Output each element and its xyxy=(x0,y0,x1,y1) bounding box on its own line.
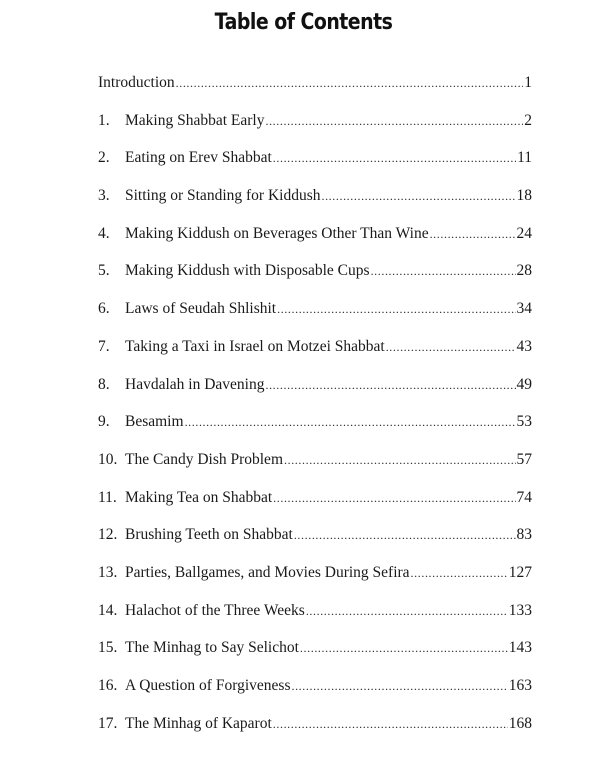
toc-entry-number: 7. xyxy=(98,337,110,355)
toc-entry-title: The Minhag of Kaparot xyxy=(125,714,272,732)
toc-entry-number: 6. xyxy=(98,300,110,318)
toc-entry-title: The Candy Dish Problem xyxy=(125,450,283,468)
toc-entry xyxy=(98,487,532,525)
dot-leader xyxy=(300,637,508,659)
toc-entry-number: 9. xyxy=(98,413,110,431)
toc-entry-page: 163 xyxy=(508,677,532,694)
dot-leader xyxy=(185,411,516,433)
toc-entry-number: 2. xyxy=(98,149,110,167)
toc-entry-page: 57 xyxy=(516,450,532,468)
toc-entry xyxy=(98,223,532,261)
toc-entry-title: Introduction xyxy=(98,74,175,91)
toc-entry xyxy=(98,411,532,449)
dot-leader xyxy=(371,260,516,282)
toc-entry-page: 43 xyxy=(516,337,532,355)
dot-leader xyxy=(265,110,523,132)
toc-entry xyxy=(98,449,532,487)
toc-entry-title: Sitting or Standing for Kiddush xyxy=(125,187,321,205)
toc-entry-title: Making Kiddush with Disposable Cups xyxy=(125,262,370,280)
toc-entry-page: 127 xyxy=(508,563,532,581)
toc-entry xyxy=(98,713,532,751)
dot-leader xyxy=(306,600,508,622)
dot-leader xyxy=(265,374,515,396)
toc-entry-title: Halachot of the Three Weeks xyxy=(125,601,305,619)
toc-entry xyxy=(98,675,532,713)
dot-leader xyxy=(273,147,516,169)
toc-entry-number: 13. xyxy=(98,563,118,581)
toc-entry-page: 133 xyxy=(508,601,532,619)
dot-leader xyxy=(273,487,515,509)
toc-entry-page: 53 xyxy=(516,413,532,431)
toc-entry-title: Brushing Teeth on Shabbat xyxy=(125,526,293,544)
table-of-contents xyxy=(98,72,532,750)
toc-entry-title: Besamim xyxy=(125,413,184,431)
toc-entry-number: 11. xyxy=(98,488,117,506)
dot-leader xyxy=(386,336,516,358)
dot-leader xyxy=(277,298,515,320)
toc-entry-title: Eating on Erev Shabbat xyxy=(125,149,272,167)
toc-entry-page: 83 xyxy=(516,526,532,544)
dot-leader xyxy=(273,713,508,735)
toc-entry-page: 11 xyxy=(517,149,532,167)
toc-entry-page: 28 xyxy=(516,262,532,280)
toc-entry-title: A Question of Forgiveness xyxy=(125,677,291,694)
toc-entry-page: 2 xyxy=(524,111,532,129)
toc-entry-title: Making Kiddush on Beverages Other Than Wine xyxy=(125,224,429,242)
dot-leader xyxy=(430,223,516,245)
toc-entry-title: Havdalah in Davening xyxy=(125,375,265,393)
toc-entry-page: 24 xyxy=(516,224,532,242)
toc-entry-title: Making Shabbat Early xyxy=(125,111,265,129)
toc-entry-page: 1 xyxy=(524,74,532,91)
dot-leader xyxy=(294,524,516,546)
toc-entry-number: 5. xyxy=(98,262,110,280)
toc-entry xyxy=(98,147,532,185)
toc-entry xyxy=(98,374,532,412)
toc-entry-page: 49 xyxy=(516,375,532,393)
dot-leader xyxy=(411,562,508,584)
toc-entry-page: 34 xyxy=(516,300,532,318)
toc-entry-number: 1. xyxy=(98,111,110,129)
toc-entry-page: 18 xyxy=(516,187,532,205)
toc-entry-title: Parties, Ballgames, and Movies During Sefira xyxy=(125,563,410,581)
toc-entry-number: 8. xyxy=(98,375,110,393)
dot-leader xyxy=(291,675,507,697)
page-title: Table of Contents xyxy=(214,10,393,35)
toc-entry xyxy=(98,72,532,110)
toc-entry-number: 3. xyxy=(98,187,110,205)
toc-entry-number: 16. xyxy=(98,677,118,694)
toc-entry-number: 14. xyxy=(98,601,118,619)
toc-entry-title: Making Tea on Shabbat xyxy=(125,488,273,506)
toc-entry xyxy=(98,562,532,600)
toc-entry xyxy=(98,637,532,675)
toc-entry-number: 15. xyxy=(98,639,118,657)
toc-entry xyxy=(98,298,532,336)
toc-entry xyxy=(98,185,532,223)
toc-entry xyxy=(98,524,532,562)
toc-entry-page: 74 xyxy=(516,488,532,506)
toc-entry-page: 143 xyxy=(508,639,532,657)
toc-entry-title: Taking a Taxi in Israel on Motzei Shabbat xyxy=(125,337,385,355)
dot-leader xyxy=(176,72,524,94)
toc-entry-number: 17. xyxy=(98,714,118,732)
toc-entry-title: The Minhag to Say Selichot xyxy=(125,639,299,657)
toc-entry xyxy=(98,600,532,638)
toc-entry-number: 12. xyxy=(98,526,118,544)
dot-leader xyxy=(321,185,515,207)
dot-leader xyxy=(284,449,516,471)
toc-entry xyxy=(98,336,532,374)
toc-entry xyxy=(98,110,532,148)
toc-entry-title: Laws of Seudah Shlishit xyxy=(125,300,277,318)
toc-entry-number: 10. xyxy=(98,450,118,468)
toc-entry-number: 4. xyxy=(98,224,110,242)
toc-entry xyxy=(98,260,532,298)
toc-entry-page: 168 xyxy=(508,714,532,732)
